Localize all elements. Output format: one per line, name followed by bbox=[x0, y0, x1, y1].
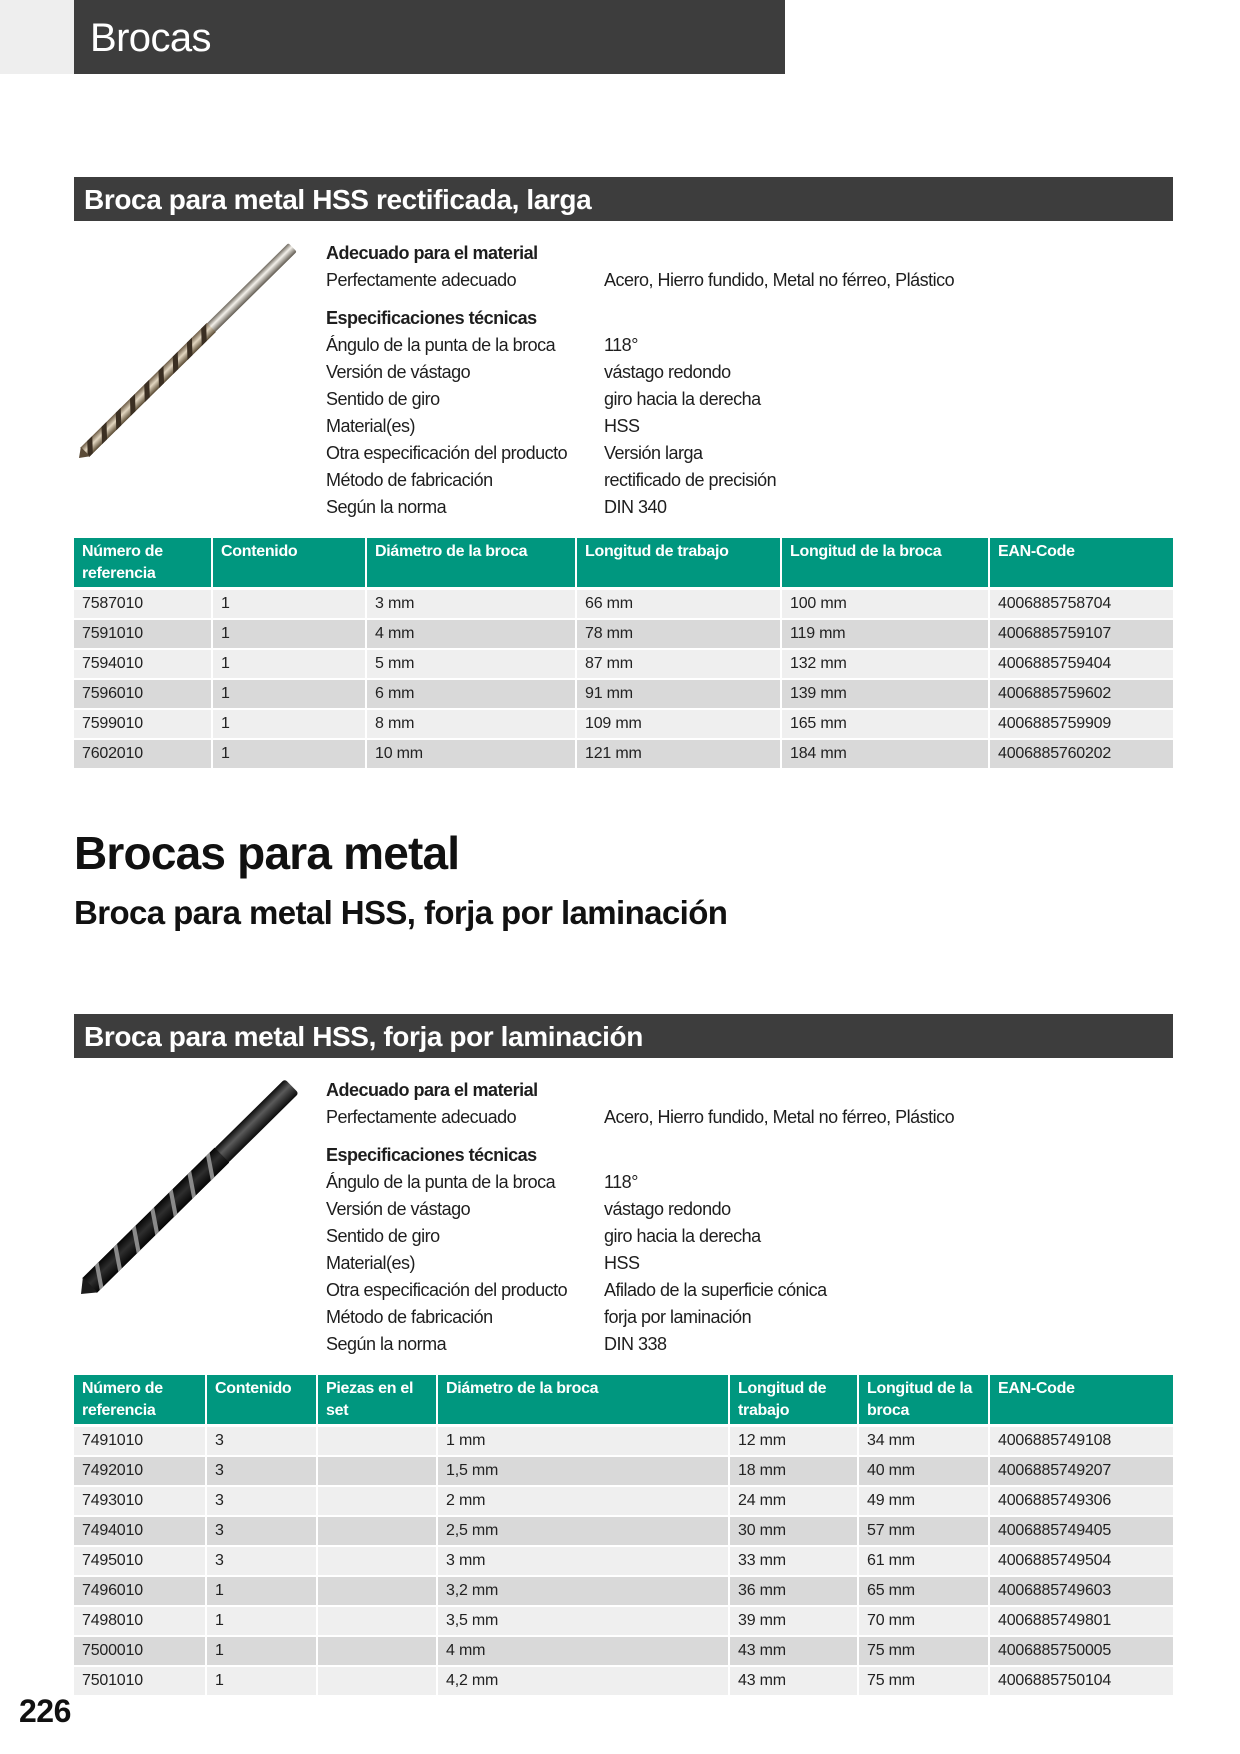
spec-label: Otra especificación del producto bbox=[326, 1280, 568, 1300]
specs-block bbox=[326, 1077, 1146, 1358]
table-cell: 7587010 bbox=[74, 590, 213, 620]
category-subtitle: Broca para metal HSS, forja por laminación bbox=[74, 894, 728, 931]
table-cell: 7492010 bbox=[74, 1457, 207, 1487]
suitable-heading: Adecuado para el material bbox=[326, 243, 538, 263]
table-cell: 57 mm bbox=[859, 1517, 990, 1547]
table-cell: 4006885760202 bbox=[990, 740, 1173, 770]
spec-value: Versión larga bbox=[604, 443, 703, 463]
spec-value: forja por laminación bbox=[604, 1307, 752, 1327]
table-cell: 4006885749306 bbox=[990, 1487, 1173, 1517]
table-cell: 3 bbox=[207, 1517, 318, 1547]
spec-label: Material(es) bbox=[326, 416, 416, 436]
spec-label: Según la norma bbox=[326, 497, 447, 517]
table-body bbox=[74, 590, 1173, 770]
table-cell: 4006885759404 bbox=[990, 650, 1173, 680]
spec-row bbox=[326, 332, 1146, 359]
table-cell: 7494010 bbox=[74, 1517, 207, 1547]
table-cell: 75 mm bbox=[859, 1637, 990, 1667]
table-cell: 119 mm bbox=[782, 620, 990, 650]
table-cell: 5 mm bbox=[367, 650, 577, 680]
table-row bbox=[74, 1517, 1173, 1547]
table-cell: 78 mm bbox=[577, 620, 782, 650]
suitable-value: Acero, Hierro fundido, Metal no férreo, Plástico bbox=[604, 1107, 955, 1127]
drill-bit-icon bbox=[74, 1076, 299, 1301]
page-header bbox=[74, 0, 785, 74]
table-cell: 6 mm bbox=[367, 680, 577, 710]
table-cell: 7500010 bbox=[74, 1637, 207, 1667]
table-cell: 3 mm bbox=[367, 590, 577, 620]
suitable-row bbox=[326, 1104, 1146, 1131]
header-corner-block bbox=[0, 0, 74, 74]
table-cell: 4006885759107 bbox=[990, 620, 1173, 650]
table-cell: 3 bbox=[207, 1457, 318, 1487]
product-table bbox=[74, 1375, 1173, 1697]
table-cell: 2 mm bbox=[438, 1487, 730, 1517]
table-cell: 4,2 mm bbox=[438, 1667, 730, 1697]
table-cell: 49 mm bbox=[859, 1487, 990, 1517]
table-cell: 4006885758704 bbox=[990, 590, 1173, 620]
table-cell bbox=[318, 1517, 438, 1547]
table-cell: 4 mm bbox=[438, 1637, 730, 1667]
table-cell: 91 mm bbox=[577, 680, 782, 710]
spec-value: HSS bbox=[604, 1253, 640, 1273]
table-cell: 1 bbox=[213, 620, 367, 650]
table-cell: 1 bbox=[213, 650, 367, 680]
table-head bbox=[74, 1375, 1173, 1427]
table-cell: 7496010 bbox=[74, 1577, 207, 1607]
column-header: Número de referencia bbox=[74, 1375, 207, 1427]
spec-row bbox=[326, 1169, 1146, 1196]
column-header: Diámetro de la broca bbox=[367, 538, 577, 590]
page-header-title: Brocas bbox=[90, 16, 211, 60]
specs-list bbox=[326, 1169, 1146, 1358]
spec-row bbox=[326, 467, 1146, 494]
table-cell: 8 mm bbox=[367, 710, 577, 740]
drill-flutes bbox=[79, 323, 216, 459]
table-cell bbox=[318, 1487, 438, 1517]
drill-bit-icon bbox=[74, 239, 299, 464]
table-row bbox=[74, 590, 1173, 620]
column-header: EAN-Code bbox=[990, 538, 1173, 590]
table-cell: 7493010 bbox=[74, 1487, 207, 1517]
column-header: Longitud de la broca bbox=[782, 538, 990, 590]
table-cell: 3 mm bbox=[438, 1547, 730, 1577]
table-cell: 43 mm bbox=[730, 1667, 859, 1697]
table-body bbox=[74, 1427, 1173, 1697]
product-table bbox=[74, 538, 1173, 770]
table-cell: 7599010 bbox=[74, 710, 213, 740]
table-cell: 4006885749405 bbox=[990, 1517, 1173, 1547]
table-cell: 1 bbox=[213, 710, 367, 740]
table-cell: 109 mm bbox=[577, 710, 782, 740]
table-cell: 4006885749108 bbox=[990, 1427, 1173, 1457]
drill-shank bbox=[214, 1079, 299, 1163]
table-cell bbox=[318, 1577, 438, 1607]
suitable-heading: Adecuado para el material bbox=[326, 1080, 538, 1100]
specs-heading: Especificaciones técnicas bbox=[326, 1145, 537, 1165]
spec-value: giro hacia la derecha bbox=[604, 1226, 761, 1246]
page-number: 226 bbox=[19, 1693, 71, 1729]
suitable-value: Acero, Hierro fundido, Metal no férreo, Plástico bbox=[604, 270, 955, 290]
table-row bbox=[74, 1547, 1173, 1577]
table-cell: 3,5 mm bbox=[438, 1607, 730, 1637]
table-cell: 2,5 mm bbox=[438, 1517, 730, 1547]
table-cell: 4006885749504 bbox=[990, 1547, 1173, 1577]
spec-value: 118° bbox=[604, 335, 638, 355]
table-row bbox=[74, 710, 1173, 740]
table-cell: 39 mm bbox=[730, 1607, 859, 1637]
spec-value: 118° bbox=[604, 1172, 638, 1192]
spec-row bbox=[326, 1250, 1146, 1277]
suitable-label: Perfectamente adecuado bbox=[326, 1107, 517, 1127]
table-row bbox=[74, 1457, 1173, 1487]
spec-value: DIN 340 bbox=[604, 497, 667, 517]
table-cell bbox=[318, 1457, 438, 1487]
table-cell: 1 bbox=[207, 1667, 318, 1697]
column-header: Diámetro de la broca bbox=[438, 1375, 730, 1427]
table-cell: 66 mm bbox=[577, 590, 782, 620]
table-cell: 7495010 bbox=[74, 1547, 207, 1577]
table-row bbox=[74, 1427, 1173, 1457]
spec-label: Método de fabricación bbox=[326, 470, 493, 490]
table-cell: 34 mm bbox=[859, 1427, 990, 1457]
product-title: Broca para metal HSS rectificada, larga bbox=[84, 184, 592, 215]
table-cell: 7596010 bbox=[74, 680, 213, 710]
spec-row bbox=[326, 1277, 1146, 1304]
spec-value: rectificado de precisión bbox=[604, 470, 777, 490]
product-title: Broca para metal HSS, forja por laminación bbox=[84, 1021, 643, 1052]
spec-row bbox=[326, 1304, 1146, 1331]
spec-value: Afilado de la superficie cónica bbox=[604, 1280, 827, 1300]
drill-flutes bbox=[82, 1147, 229, 1293]
table-cell bbox=[318, 1637, 438, 1667]
spec-label: Versión de vástago bbox=[326, 1199, 471, 1219]
spec-label: Método de fabricación bbox=[326, 1307, 493, 1327]
table-cell: 165 mm bbox=[782, 710, 990, 740]
table-cell: 40 mm bbox=[859, 1457, 990, 1487]
spec-row bbox=[326, 1196, 1146, 1223]
column-header: Longitud de trabajo bbox=[577, 538, 782, 590]
table-cell: 3 bbox=[207, 1547, 318, 1577]
product-title-bar bbox=[74, 1014, 1173, 1058]
suitable-row bbox=[326, 267, 1146, 294]
table-cell: 4006885750005 bbox=[990, 1637, 1173, 1667]
table-cell: 3,2 mm bbox=[438, 1577, 730, 1607]
spec-label: Según la norma bbox=[326, 1334, 447, 1354]
table-cell: 3 bbox=[207, 1487, 318, 1517]
table-cell: 121 mm bbox=[577, 740, 782, 770]
table-row bbox=[74, 680, 1173, 710]
spec-value: vástago redondo bbox=[604, 1199, 731, 1219]
table-cell: 3 bbox=[207, 1427, 318, 1457]
product-image bbox=[74, 1076, 299, 1301]
table-cell: 87 mm bbox=[577, 650, 782, 680]
spec-row bbox=[326, 1223, 1146, 1250]
column-header: Contenido bbox=[207, 1375, 318, 1427]
table-cell: 4 mm bbox=[367, 620, 577, 650]
spec-row bbox=[326, 386, 1146, 413]
table-cell: 1 mm bbox=[438, 1427, 730, 1457]
table-cell: 4006885759909 bbox=[990, 710, 1173, 740]
table-cell: 100 mm bbox=[782, 590, 990, 620]
spec-label: Sentido de giro bbox=[326, 1226, 440, 1246]
table-header-row bbox=[74, 1375, 1173, 1427]
spec-value: DIN 338 bbox=[604, 1334, 667, 1354]
table-cell: 30 mm bbox=[730, 1517, 859, 1547]
spec-label: Sentido de giro bbox=[326, 389, 440, 409]
category-title: Brocas para metal bbox=[74, 827, 460, 879]
table-cell: 7594010 bbox=[74, 650, 213, 680]
column-header: Número de referencia bbox=[74, 538, 213, 590]
table-cell: 61 mm bbox=[859, 1547, 990, 1577]
table-row bbox=[74, 740, 1173, 770]
table-cell: 4006885749801 bbox=[990, 1607, 1173, 1637]
table-cell: 7602010 bbox=[74, 740, 213, 770]
table-cell: 1,5 mm bbox=[438, 1457, 730, 1487]
spec-label: Versión de vástago bbox=[326, 362, 471, 382]
table-cell: 10 mm bbox=[367, 740, 577, 770]
table-row bbox=[74, 1487, 1173, 1517]
spec-row bbox=[326, 359, 1146, 386]
table-row bbox=[74, 1667, 1173, 1697]
spec-row bbox=[326, 413, 1146, 440]
table-cell: 4006885759602 bbox=[990, 680, 1173, 710]
table-row bbox=[74, 650, 1173, 680]
table-cell bbox=[318, 1547, 438, 1577]
column-header: EAN-Code bbox=[990, 1375, 1173, 1427]
table-cell: 7498010 bbox=[74, 1607, 207, 1637]
table-cell: 184 mm bbox=[782, 740, 990, 770]
table-cell: 43 mm bbox=[730, 1637, 859, 1667]
spec-label: Otra especificación del producto bbox=[326, 443, 568, 463]
table-cell: 1 bbox=[207, 1637, 318, 1667]
spec-label: Material(es) bbox=[326, 1253, 416, 1273]
table-cell: 1 bbox=[207, 1577, 318, 1607]
suitable-label: Perfectamente adecuado bbox=[326, 270, 517, 290]
table-cell: 33 mm bbox=[730, 1547, 859, 1577]
table-cell: 1 bbox=[213, 740, 367, 770]
spec-row bbox=[326, 440, 1146, 467]
table-cell bbox=[318, 1427, 438, 1457]
table-cell: 70 mm bbox=[859, 1607, 990, 1637]
table-row bbox=[74, 1637, 1173, 1667]
drill-shank bbox=[206, 243, 297, 333]
table-cell: 7491010 bbox=[74, 1427, 207, 1457]
table-cell: 18 mm bbox=[730, 1457, 859, 1487]
table-cell: 4006885750104 bbox=[990, 1667, 1173, 1697]
table-cell: 7591010 bbox=[74, 620, 213, 650]
table-row bbox=[74, 1577, 1173, 1607]
table-cell: 1 bbox=[207, 1607, 318, 1637]
table-cell: 4006885749603 bbox=[990, 1577, 1173, 1607]
table-cell: 1 bbox=[213, 590, 367, 620]
spec-value: giro hacia la derecha bbox=[604, 389, 761, 409]
table-cell bbox=[318, 1667, 438, 1697]
column-header: Piezas en el set bbox=[318, 1375, 438, 1427]
table-row bbox=[74, 620, 1173, 650]
spec-row bbox=[326, 494, 1146, 521]
spec-label: Ángulo de la punta de la broca bbox=[326, 335, 556, 355]
table-header-row bbox=[74, 538, 1173, 590]
spec-value: vástago redondo bbox=[604, 362, 731, 382]
specs-block bbox=[326, 240, 1146, 521]
spec-row bbox=[326, 1331, 1146, 1358]
product-title-bar bbox=[74, 177, 1173, 221]
specs-list bbox=[326, 332, 1146, 521]
table-cell: 24 mm bbox=[730, 1487, 859, 1517]
specs-heading: Especificaciones técnicas bbox=[326, 308, 537, 328]
spec-label: Ángulo de la punta de la broca bbox=[326, 1172, 556, 1192]
product-image bbox=[74, 239, 299, 464]
table-cell bbox=[318, 1607, 438, 1637]
table-cell: 36 mm bbox=[730, 1577, 859, 1607]
table-cell: 1 bbox=[213, 680, 367, 710]
table-cell: 75 mm bbox=[859, 1667, 990, 1697]
table-row bbox=[74, 1607, 1173, 1637]
column-header: Longitud de la broca bbox=[859, 1375, 990, 1427]
table-cell: 4006885749207 bbox=[990, 1457, 1173, 1487]
table-cell: 132 mm bbox=[782, 650, 990, 680]
column-header: Longitud de trabajo bbox=[730, 1375, 859, 1427]
table-head bbox=[74, 538, 1173, 590]
spec-value: HSS bbox=[604, 416, 640, 436]
column-header: Contenido bbox=[213, 538, 367, 590]
table-cell: 65 mm bbox=[859, 1577, 990, 1607]
table-cell: 139 mm bbox=[782, 680, 990, 710]
table-cell: 12 mm bbox=[730, 1427, 859, 1457]
table-cell: 7501010 bbox=[74, 1667, 207, 1697]
